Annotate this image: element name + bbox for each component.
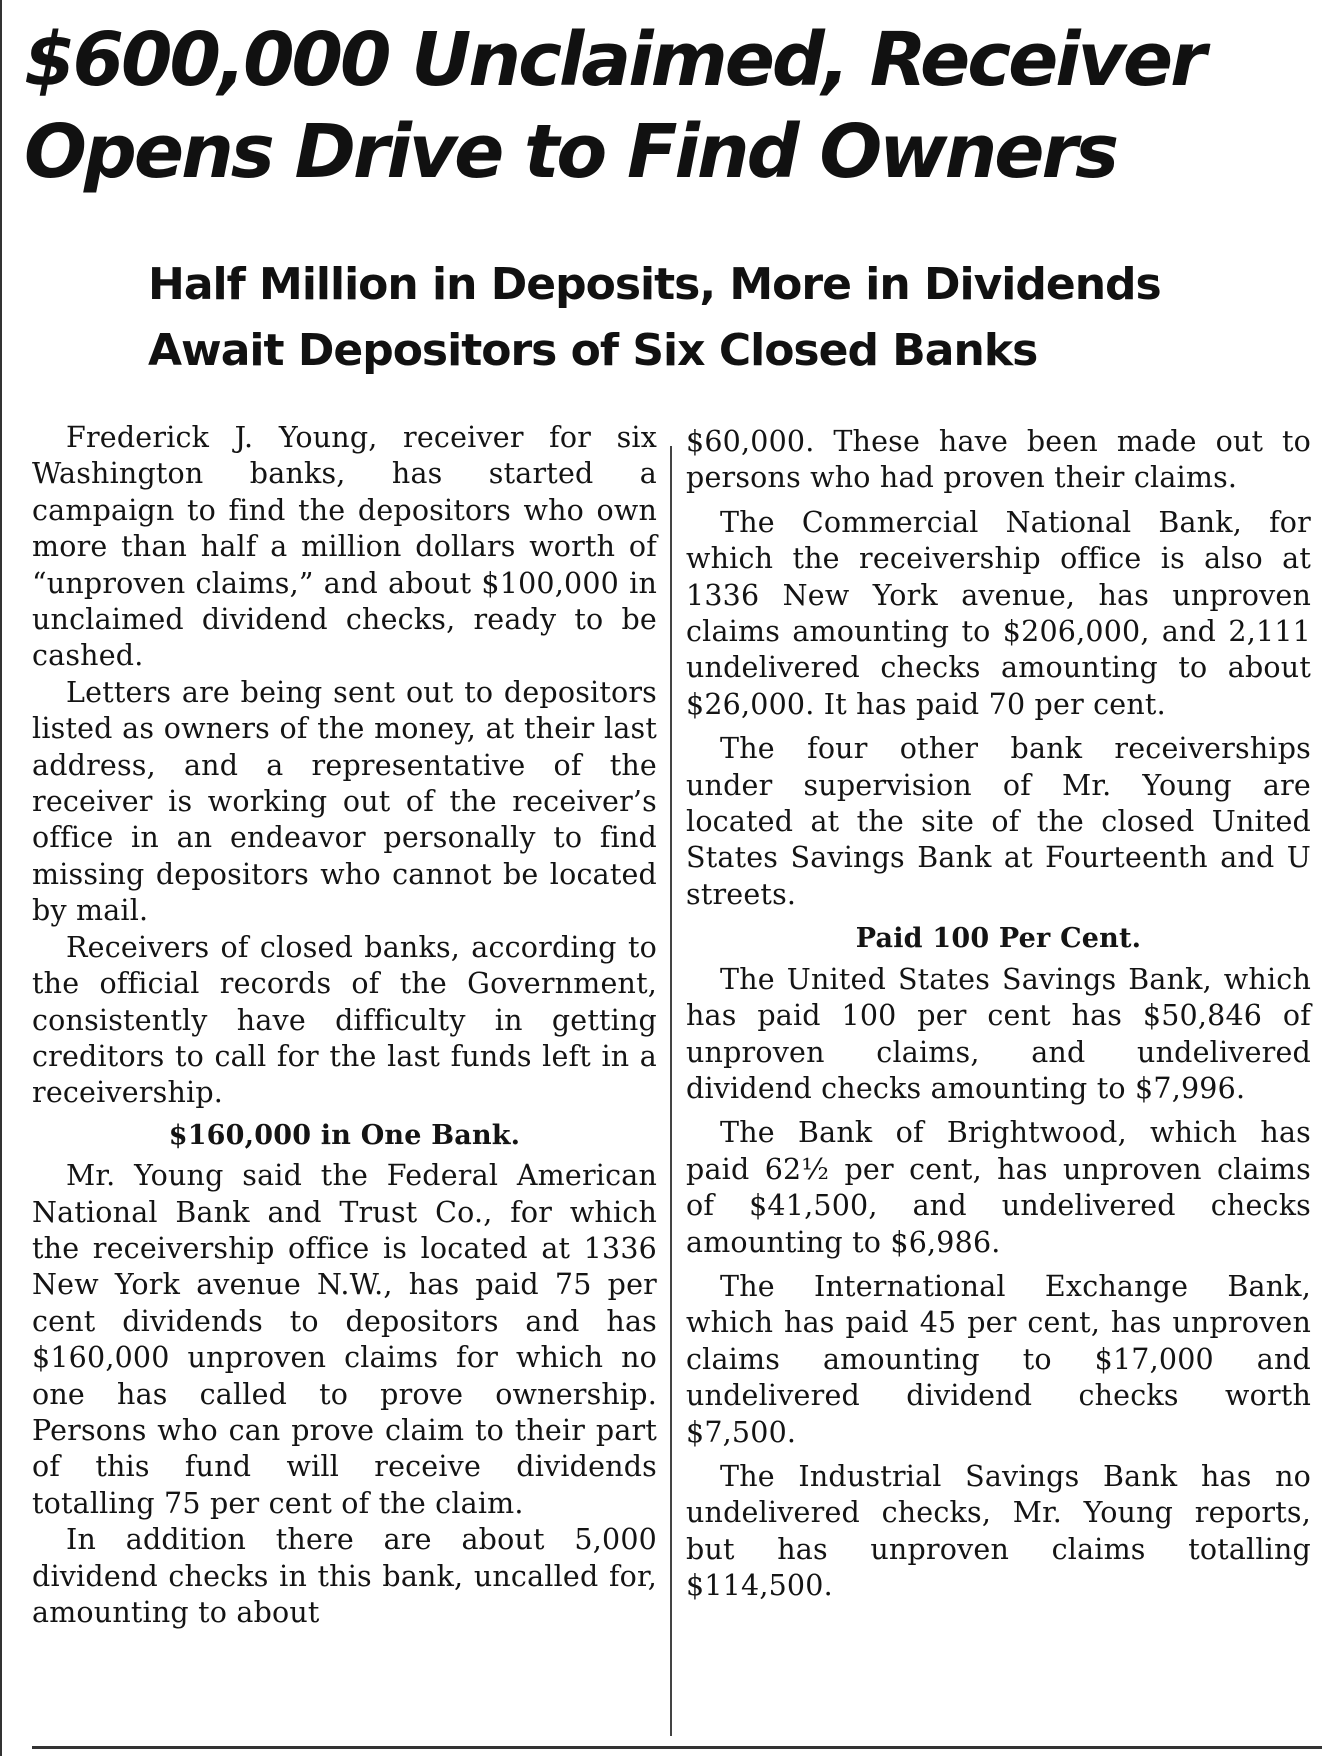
paragraph: The Bank of Brightwood, which has paid 62½ per cent, has unproven claims of $41,500, and undelivered checks amounting to $6,986. xyxy=(686,1116,1311,1259)
paragraph: The United States Savings Bank, which has paid 100 per cent has $50,846 of unproven claims, and undelivered dividend checks amounting to $7,996. xyxy=(686,962,1311,1105)
paragraph: Frederick J. Young, receiver for six Washington banks, has started a campaign to find the depositors who own more than half a million dollars worth of “unproven claims,” and about $100,000 in unclaimed dividend checks, ready to be cashed. xyxy=(32,421,657,673)
paragraph: In addition there are about 5,000 dividend checks in this bank, uncalled for, amounting to about xyxy=(32,1523,657,1629)
paragraph: The Industrial Savings Bank has no undelivered checks, Mr. Young reports, but has unproven claims totalling $114,500. xyxy=(686,1459,1311,1603)
article-column-right xyxy=(686,424,1311,1613)
headline xyxy=(24,14,1314,198)
subheadline-line-2: Await Depositors of Six Closed Banks xyxy=(148,325,1038,376)
paragraph: Letters are being sent out to depositors listed as owners of the money, at their last address, and a representative of the receiver is working out of the receiver’s office in an endeavor personally to find missing depositors who cannot be located by mail. xyxy=(32,675,657,928)
paragraph: Receivers of closed banks, according to the official records of the Government, consistently have difficulty in getting creditors to call for the last funds left in a receivership. xyxy=(32,930,657,1110)
column-divider xyxy=(670,446,672,1736)
section-heading: $160,000 in One Bank. xyxy=(168,1119,521,1151)
paragraph: The Commercial National Bank, for which the receivership office is also at 1336 New York avenue, has unproven claims amounting to $206,000, and 2,111 undelivered checks amounting to about $26,000. It has paid 70 per cent. xyxy=(686,505,1311,721)
subheadline xyxy=(148,252,1308,384)
article-column-left xyxy=(32,420,657,1631)
paragraph: Mr. Young said the Federal American National Bank and Trust Co., for which the receivership office is located at 1336 New York avenue N.W., has paid 75 per cent dividends to depositors and has $160,000 unproven claims for which no one has called to prove ownership. Persons who can prove claim to their part of this fund will receive dividends totalling 75 per cent of the claim. xyxy=(32,1159,657,1520)
headline-line-2: Opens Drive to Find Owners xyxy=(24,109,1117,195)
paragraph-continuation: $60,000. These have been made out to persons who had proven their claims. xyxy=(686,425,1311,495)
paragraph: The International Exchange Bank, which has paid 45 per cent, has unproven claims amounting to $17,000 and undelivered dividend checks worth $7,500. xyxy=(686,1269,1311,1449)
section-heading: Paid 100 Per Cent. xyxy=(855,923,1142,955)
bottom-rule xyxy=(32,1746,1322,1749)
headline-line-1: $600,000 Unclaimed, Receiver xyxy=(24,17,1204,103)
paragraph: The four other bank receiverships under supervision of Mr. Young are located at the site of the closed United States Savings Bank at Fourteenth and U streets. xyxy=(686,732,1311,911)
subheadline-line-1: Half Million in Deposits, More in Dividends xyxy=(148,259,1161,310)
